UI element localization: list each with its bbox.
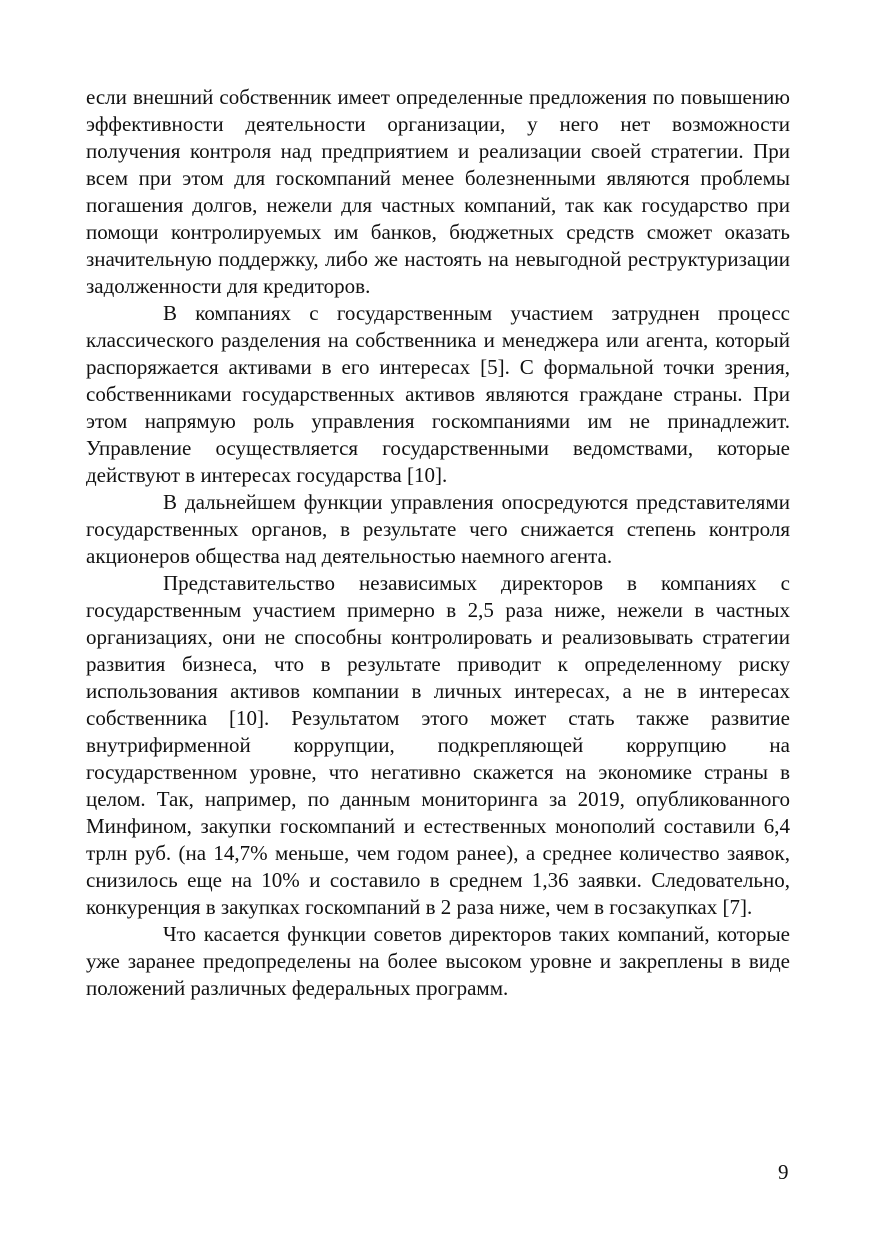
paragraph-5: Что касается функции советов директоров таких компаний, которые уже заранее предопределены на более высоком уровне и закреплены в виде положений различных федеральных программ.: [86, 922, 790, 1000]
paragraph-3: В дальнейшем функции управления опосредуются представителями государственных органов, в результате чего снижается степень контроля акционеров общества над деятельностью наемного агента.: [86, 490, 790, 568]
document-body: [86, 84, 790, 1002]
paragraph-2: В компаниях с государственным участием затруднен процесс классического разделения на собственника и менеджера или агента, который распоряжается активами в его интересах [5]. С формальной точки зрения, собственниками государственных активов являются граждане страны. При этом напрямую роль управления госкомпаниями им не принадлежит. Управление осуществляется государственными ведомствами, которые действуют в интересах государства [10].: [86, 301, 790, 487]
paragraph-4: Представительство независимых директоров в компаниях с государственным участием примерно в 2,5 раза ниже, нежели в частных организациях, они не способны контролировать и реализовывать стратегии развития бизнеса, что в результате приводит к определенному риску использования активов компании в личных интересах, а не в интересах собственника [10]. Результатом этого может стать также развитие внутрифирменной коррупции, подкрепляющей коррупцию на государственном уровне, что негативно скажется на экономике страны в целом. Так, например, по данным мониторинга за 2019, опубликованного Минфином, закупки госкомпаний и естественных монополий составили 6,4 трлн руб. (на 14,7% меньше, чем годом ранее), а среднее количество заявок, снизилось еще на 10% и составило в среднем 1,36 заявки. Следовательно, конкуренция в закупках госкомпаний в 2 раза ниже, чем в госзакупках [7].: [86, 571, 790, 919]
paragraph-1: если внешний собственник имеет определенные предложения по повышению эффективности деятельности организации, у него нет возможности получения контроля над предприятием и реализации своей стратегии. При всем при этом для госкомпаний менее болезненными являются проблемы погашения долгов, нежели для частных компаний, так как государство при помощи контролируемых им банков, бюджетных средств сможет оказать значительную поддержку, либо же настоять на невыгодной реструктуризации задолженности для кредиторов.: [86, 85, 790, 298]
page-number: 9: [778, 1160, 789, 1184]
